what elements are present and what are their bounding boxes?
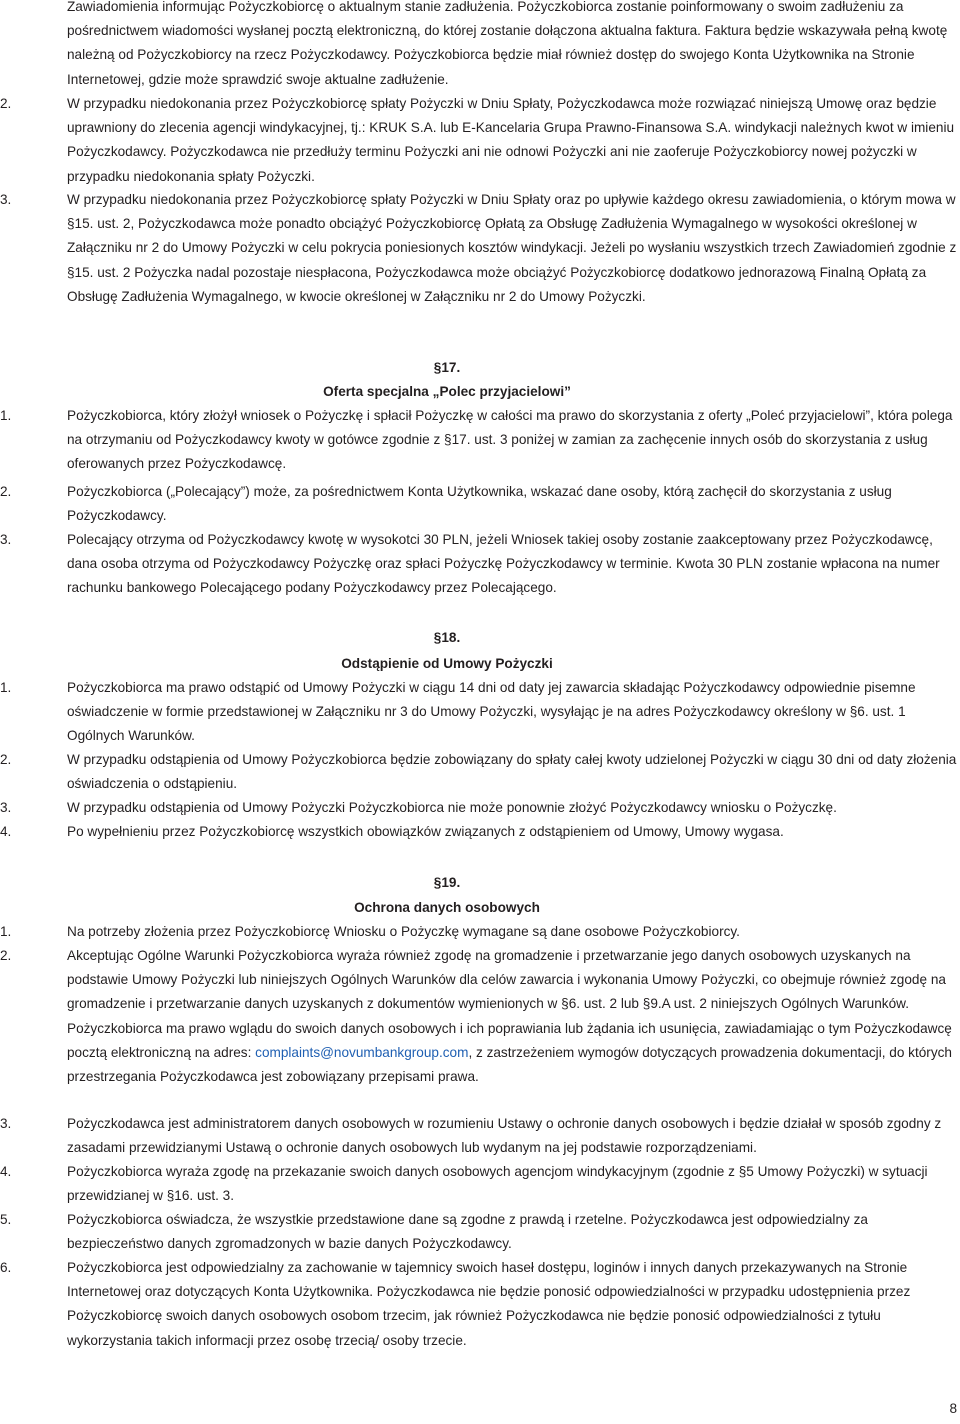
list-number: 2. bbox=[0, 484, 12, 499]
list-text: Pożyczkobiorca wyraża zgodę na przekazanie swoich danych osobowych agencjom windykacyjnym (zgodnie z §5 Umowy Pożyczki) w sytuacji przewidzianej w §16. ust. 3. bbox=[67, 1164, 928, 1204]
list-number: 2. bbox=[0, 948, 12, 963]
list-number: 2. bbox=[0, 752, 12, 767]
list-text: Pożyczkobiorca jest odpowiedzialny za zachowanie w tajemnicy swoich haseł dostępu, loginów i innych danych przekazywanych na Stronie Internetowej oraz dotyczących Konta Użytkownika. Pożyczkodawca nie będzie ponosić odpowiedzialności w przypadku udostępnienia przez Pożyczkobiorcę swoich danych osobowych osobom trzecim, jak również Pożyczkodawca nie będzie ponosić odpowiedzialności z tytułu wykorzystania takich informacji przez osobę trzecią/ osoby trzecie. bbox=[67, 1260, 911, 1348]
list-text-part: , z zastrzeżeniem wymogów dotyczących prowadzenia dokumentacji, do których przestrzegania Pożyczkodawca jest zobowiązany przepisami prawa. bbox=[67, 1044, 952, 1085]
list-text: Pożyczkobiorca, który złożył wniosek o Pożyczkę i spłacił Pożyczkę w całości ma prawo do skorzystania z oferty „Poleć przyjacielowi”, która polega na otrzymaniu od Pożyczkodawcy kwoty w gotówce zgodnie z §17. ust. 3 poniżej w zamian za zachęcenie innych osób do skorzystania z usług oferowanych przez Pożyczkodawcę. bbox=[67, 408, 953, 472]
list-text: Po wypełnieniu przez Pożyczkobiorcę wszystkich obowiązków związanych z odstąpieniem od Umowy, Umowy wygasa. bbox=[67, 824, 784, 839]
section-title: Oferta specjalna „Polec przyjacielowi” bbox=[323, 384, 571, 399]
list-text bbox=[67, 944, 959, 1089]
email-link[interactable]: complaints@novumbankgroup.com bbox=[255, 1044, 469, 1060]
list-text: W przypadku odstąpienia od Umowy Pożyczki Pożyczkobiorca nie może ponownie złożyć Pożyczkodawcy wniosku o Pożyczkę. bbox=[67, 800, 837, 815]
section-number: §17. bbox=[433, 360, 461, 375]
list-number: 3. bbox=[0, 800, 12, 815]
page-number: 8 bbox=[949, 1401, 957, 1416]
list-number: 2. bbox=[0, 96, 12, 111]
list-text: Pożyczkodawca jest administratorem danych osobowych w rozumieniu Ustawy o ochronie danych osobowych i będzie działał w sposób zgodny z zasadami przewidzianymi Ustawą o ochronie danych osobowych lub wydanym na jej podstawie rozporządzeniami. bbox=[67, 1116, 942, 1156]
list-number: 1. bbox=[0, 924, 12, 939]
list-text: Na potrzeby złożenia przez Pożyczkobiorcę Wniosku o Pożyczkę wymagane są dane osobowe Pożyczkobiorcy. bbox=[67, 924, 740, 939]
list-number: 3. bbox=[0, 192, 12, 207]
list-number: 4. bbox=[0, 1164, 12, 1179]
list-number: 3. bbox=[0, 532, 12, 547]
list-number: 5. bbox=[0, 1212, 12, 1227]
list-text: Pożyczkobiorca oświadcza, że wszystkie przedstawione dane są zgodne z prawdą i rzetelne. Pożyczkodawca jest odpowiedzialny za bezpieczeństwo danych zgromadzonych w bazie danych Pożyczkodawcy. bbox=[67, 1212, 868, 1252]
section-number: §19. bbox=[433, 875, 461, 890]
list-number: 3. bbox=[0, 1116, 12, 1131]
list-text: W przypadku odstąpienia od Umowy Pożyczkobiorca będzie zobowiązany do spłaty całej kwoty udzielonej Pożyczki w ciągu 30 dni od daty złożenia oświadczenia o odstąpieniu. bbox=[67, 752, 957, 792]
section-title: Ochrona danych osobowych bbox=[354, 900, 540, 915]
list-number: 1. bbox=[0, 408, 12, 423]
list-number: 4. bbox=[0, 824, 12, 839]
list-text-part: Akceptując Ogólne Warunki Pożyczkobiorca wyraża również zgodę na gromadzenie i przetwarzanie jego danych osobowych uzyskanych na podstawie Umowy Pożyczki lub niniejszych Ogólnych Warunków dla celów zawarcia i wykonania Umowy Pożyczki, co obejmuje również zgodę na gromadzenie i przetwarzanie danych uzyskanych z dokumentów wymienionych w §6. ust. 2 lub §9.A ust. 2 niniejszych Ogólnych Warunków. Pożyczkobiorca ma prawo wglądu do swoich danych osobowych i ich poprawiania lub żądania ich usunięcia, zawiadamiając o tym Pożyczkodawcę pocztą elektroniczną na adres: bbox=[67, 948, 952, 1060]
list-text: W przypadku niedokonania przez Pożyczkobiorcę spłaty Pożyczki w Dniu Spłaty oraz po upływie każdego okresu zawiadomienia, o którym mowa w §15. ust. 2, Pożyczkodawca może ponadto obciążyć Pożyczkobiorcę Opłatą za Obsługę Zadłużenia Wymagalnego w wysokości określonej w Załączniku nr 2 do Umowy Pożyczki w celu pokrycia poniesionych kosztów windykacji. Jeżeli po wysłaniu wszystkich trzech Zawiadomień zgodnie z §15. ust. 2 Pożyczka nadal pozostaje niespłacona, Pożyczkodawca może obciążyć Pożyczkobiorcę dodatkowo jednorazową Finalną Opłatą za Obsługę Zadłużenia Wymagalnego, w kwocie określonej w Załączniku nr 2 do Umowy Pożyczki. bbox=[67, 192, 957, 304]
list-text: Pożyczkobiorca („Polecający”) może, za pośrednictwem Konta Użytkownika, wskazać dane osoby, którą zachęcił do skorzystania z usług Pożyczkodawcy. bbox=[67, 484, 892, 524]
list-text: W przypadku niedokonania przez Pożyczkobiorcę spłaty Pożyczki w Dniu Spłaty, Pożyczkodawca może rozwiązać niniejszą Umowę oraz będzie uprawniony do zlecenia agencji windykacyjnej, tj.: KRUK S.A. lub E-Kancelaria Grupa Prawno-Finansowa S.A. windykacji należnych kwot w imieniu Pożyczkodawcy. Pożyczkodawca nie przedłuży terminu Pożyczki ani nie odnowi Pożyczki ani nie zaoferuje Pożyczkobiorcy nowej pożyczki w przypadku niedokonania spłaty Pożyczki. bbox=[67, 96, 955, 184]
list-text: Pożyczkobiorca ma prawo odstąpić od Umowy Pożyczki w ciągu 14 dni od daty jej zawarcia składając Pożyczkodawcy odpowiednie pisemne oświadczenie w formie przedstawionej w Załączniku nr 3 do Umowy Pożyczki, wysyłając je na adres Pożyczkodawcy określony w §6. ust. 1 Ogólnych Warunków. bbox=[67, 680, 916, 744]
continuation-paragraph: Zawiadomienia informując Pożyczkobiorcę o aktualnym stanie zadłużenia. Pożyczkobiorca zostanie poinformowany o swoim zadłużeniu za pośrednictwem wiadomości wysłanej pocztą elektroniczną, do której zostanie dołączona aktualna faktura. Faktura będzie wskazywała pełną kwotę należną od Pożyczkobiorcy na rzecz Pożyczkodawcy. Pożyczkobiorca będzie miał również dostęp do swojego Konta Użytkownika na Stronie Internetowej, gdzie może sprawdzić swoje aktualne zadłużenie. bbox=[67, 0, 948, 87]
list-number: 1. bbox=[0, 680, 12, 695]
list-number: 6. bbox=[0, 1260, 12, 1275]
list-text: Polecający otrzyma od Pożyczkodawcy kwotę w wysokotci 30 PLN, jeżeli Wniosek takiej osoby zostanie zaakceptowany przez Pożyczkodawcę, dana osoba otrzyma od Pożyczkodawcy Pożyczkę oraz spłaci Pożyczkę Pożyczkodawcy w terminie. Kwota 30 PLN zostanie wpłacona na numer rachunku bankowego Polecającego podany Pożyczkodawcy przez Polecającego. bbox=[67, 532, 940, 596]
section-number: §18. bbox=[433, 630, 461, 645]
section-title: Odstąpienie od Umowy Pożyczki bbox=[341, 656, 553, 671]
